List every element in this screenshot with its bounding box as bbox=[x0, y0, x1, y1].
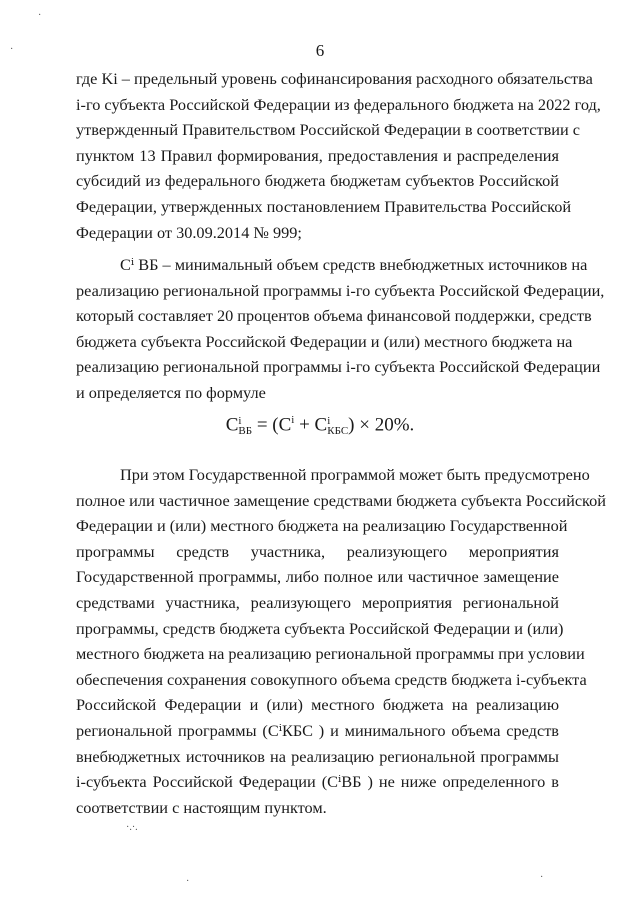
text-line: реализацию региональной программы i-го субъекта Российской Федерации bbox=[76, 357, 601, 377]
scan-speck: · bbox=[540, 872, 544, 883]
formula-lhs-sub: ВБ bbox=[238, 424, 253, 437]
formula bbox=[0, 414, 640, 436]
text-line: Федерации, утвержденных постановлением Правительства Российской bbox=[76, 196, 572, 216]
text-line: Государственной программы, либо полное или частичное замещение bbox=[76, 567, 559, 587]
text-line: бюджета субъекта Российской Федерации и (или) местного бюджета на bbox=[76, 331, 573, 351]
text-line: утвержденный Правительством Российской Федерации в соответствии с bbox=[76, 120, 580, 140]
text-line: полное или частичное замещение средствами бюджета субъекта Российской bbox=[76, 490, 606, 510]
scan-speck: · bbox=[10, 44, 14, 55]
text-line: i-субъекта Российской Федерации (CⁱВБ ) не ниже определенного в bbox=[76, 772, 559, 792]
text-line: субсидий из федерального бюджета бюджетам субъектов Российской bbox=[76, 171, 559, 191]
formula-tail: ) × 20%. bbox=[348, 414, 415, 436]
formula-kbs-sub: КБС bbox=[327, 424, 349, 437]
formula-eq: = (C bbox=[252, 414, 292, 436]
formula-lhs-base: C bbox=[225, 414, 239, 436]
text-line: региональной программы (CⁱКБС ) и минимального объема средств bbox=[76, 720, 559, 740]
page-number: 6 bbox=[315, 41, 325, 60]
text-line: Федерации от 30.09.2014 № 999; bbox=[76, 222, 302, 242]
paragraph-replacement bbox=[76, 462, 606, 820]
text-line: и определяется по формуле bbox=[76, 382, 266, 402]
scan-speck: · bbox=[186, 876, 190, 887]
formula-lhs-sup: i bbox=[238, 414, 242, 427]
text-line: местного бюджета на реализацию региональной программы при условии bbox=[76, 644, 585, 664]
text-line: пунктом 13 Правил формирования, предоставления и распределения bbox=[76, 145, 559, 165]
text-line: который составляет 20 процентов объема финансовой поддержки, средств bbox=[76, 306, 592, 326]
text-line: программы, средств бюджета субъекта Российской Федерации и (или) bbox=[76, 618, 564, 638]
text-line: соответствии с настоящим пунктом. bbox=[76, 797, 327, 817]
text-line: внебюджетных источников на реализацию региональной программы bbox=[76, 746, 559, 766]
text-line: где Ki – предельный уровень софинансирования расходного обязательства bbox=[76, 69, 593, 88]
text-line: Cⁱ ВБ – минимальный объем средств внебюджетных источников на bbox=[120, 255, 588, 274]
text-line: программы средств участника, реализующего мероприятия bbox=[76, 541, 559, 561]
text-line: Федерации и (или) местного бюджета на реализацию Государственной bbox=[76, 516, 568, 536]
paragraph-ki-definition bbox=[76, 66, 601, 245]
scan-speck: · bbox=[38, 10, 42, 21]
formula-ci-sup: i bbox=[291, 414, 295, 426]
formula-plus: + C bbox=[294, 414, 328, 436]
formula-kbs-sup: i bbox=[327, 414, 331, 427]
text-line: При этом Государственной программой может быть предусмотрено bbox=[120, 465, 590, 484]
scan-speck: ·.·. bbox=[126, 822, 138, 833]
paragraph-cvb-definition bbox=[76, 252, 605, 406]
text-line: Российской Федерации и (или) местного бюджета на реализацию bbox=[76, 695, 559, 715]
text-line: i-го субъекта Российской Федерации из федерального бюджета на 2022 год, bbox=[76, 94, 601, 114]
text-line: обеспечения сохранения совокупного объема средств бюджета i-субъекта bbox=[76, 669, 587, 689]
text-line: средствами участника, реализующего мероприятия региональной bbox=[76, 592, 559, 612]
text-line: реализацию региональной программы i-го субъекта Российской Федерации, bbox=[76, 280, 605, 300]
